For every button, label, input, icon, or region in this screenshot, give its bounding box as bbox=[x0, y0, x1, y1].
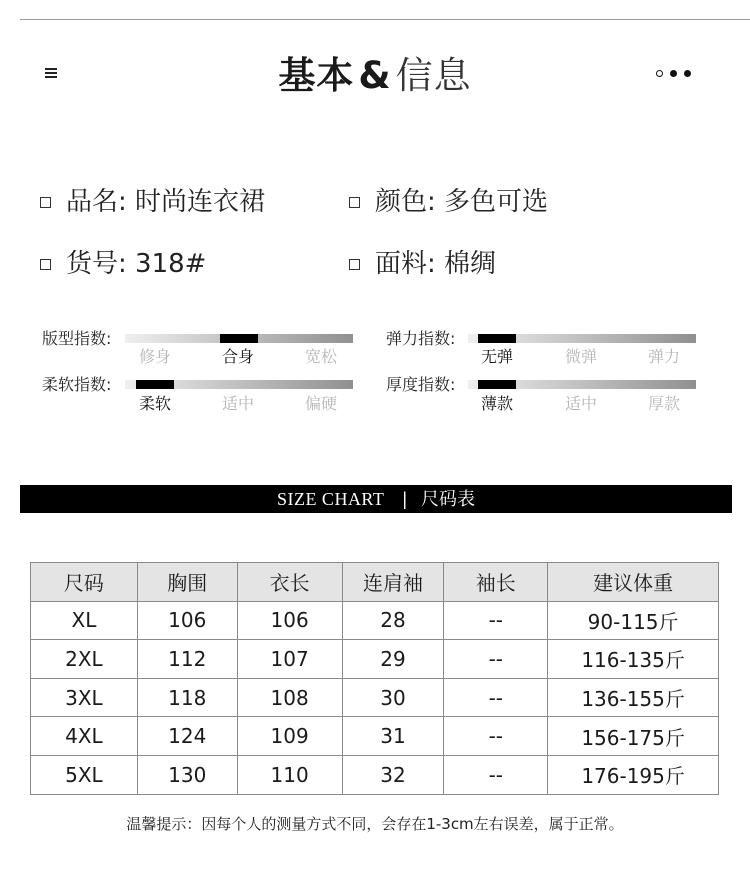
checkbox-square-icon bbox=[349, 197, 360, 208]
table-cell: 118 bbox=[137, 678, 237, 717]
info-sku-label: 货号: bbox=[66, 249, 127, 279]
table-cell: 4XL bbox=[31, 717, 138, 756]
table-cell: 29 bbox=[342, 640, 444, 679]
title-ampersand: & bbox=[358, 54, 392, 97]
top-divider bbox=[20, 19, 750, 20]
table-cell: 107 bbox=[237, 640, 342, 679]
table-cell: 3XL bbox=[31, 678, 138, 717]
table-cell: 2XL bbox=[31, 640, 138, 679]
checkbox-square-icon bbox=[40, 259, 51, 270]
table-cell: 176-195斤 bbox=[548, 755, 719, 794]
page-title bbox=[0, 53, 750, 99]
table-row bbox=[31, 601, 719, 640]
size-chart-title-en: SIZE CHART bbox=[276, 489, 385, 509]
scale-thickness-option: 厚款 bbox=[648, 394, 681, 413]
scale-fit-option-selected: 合身 bbox=[222, 347, 255, 366]
checkbox-square-icon bbox=[349, 259, 360, 270]
title-light: 信息 bbox=[395, 54, 472, 97]
scale-thickness-option: 适中 bbox=[565, 394, 598, 413]
table-cell: -- bbox=[444, 717, 548, 756]
table-header-cell: 衣长 bbox=[237, 563, 342, 602]
table-cell: -- bbox=[444, 640, 548, 679]
info-color-value: 多色可选 bbox=[444, 187, 549, 217]
scale-fit-marker bbox=[220, 334, 258, 343]
table-header-cell: 袖长 bbox=[444, 563, 548, 602]
scale-stretch-label: 弹力指数: bbox=[386, 329, 456, 348]
table-cell: 90-115斤 bbox=[548, 601, 719, 640]
scale-softness-marker bbox=[136, 380, 174, 389]
scale-softness-option: 偏硬 bbox=[305, 394, 338, 413]
checkbox-square-icon bbox=[40, 197, 51, 208]
title-bold: 基本 bbox=[278, 54, 355, 97]
table-cell: -- bbox=[444, 678, 548, 717]
size-chart-separator: | bbox=[402, 489, 408, 509]
table-cell: 136-155斤 bbox=[548, 678, 719, 717]
table-cell: -- bbox=[444, 755, 548, 794]
scale-fit-option: 修身 bbox=[139, 347, 172, 366]
scale-stretch-bar bbox=[468, 334, 696, 343]
table-cell: 106 bbox=[137, 601, 237, 640]
table-cell: 124 bbox=[137, 717, 237, 756]
table-cell: XL bbox=[31, 601, 138, 640]
scale-softness-option: 适中 bbox=[222, 394, 255, 413]
table-cell: 108 bbox=[237, 678, 342, 717]
table-cell: 130 bbox=[137, 755, 237, 794]
scale-softness-label: 柔软指数: bbox=[42, 375, 112, 394]
info-fabric-label: 面料: bbox=[375, 249, 436, 279]
size-chart-title-cn: 尺码表 bbox=[421, 489, 476, 510]
info-sku-value: 318# bbox=[135, 249, 207, 279]
table-cell: -- bbox=[444, 601, 548, 640]
size-chart-banner bbox=[20, 485, 732, 513]
table-cell: 28 bbox=[342, 601, 444, 640]
scale-softness-option-selected: 柔软 bbox=[139, 394, 172, 413]
scale-fit-label: 版型指数: bbox=[42, 329, 112, 348]
scale-fit-option: 宽松 bbox=[305, 347, 338, 366]
scale-thickness-bar bbox=[468, 380, 696, 389]
table-row bbox=[31, 755, 719, 794]
scale-softness-bar bbox=[125, 380, 353, 389]
scale-thickness-label: 厚度指数: bbox=[386, 375, 456, 394]
scale-stretch-option: 弹力 bbox=[648, 347, 681, 366]
measurement-tip: 温馨提示：因每个人的测量方式不同，会存在1-3cm左右误差，属于正常。 bbox=[126, 815, 624, 833]
table-header-cell: 尺码 bbox=[31, 563, 138, 602]
table-row bbox=[31, 640, 719, 679]
scale-stretch-option-selected: 无弹 bbox=[481, 347, 514, 366]
table-row bbox=[31, 717, 719, 756]
table-header-cell: 胸围 bbox=[137, 563, 237, 602]
table-cell: 106 bbox=[237, 601, 342, 640]
table-cell: 110 bbox=[237, 755, 342, 794]
table-cell: 116-135斤 bbox=[548, 640, 719, 679]
scale-thickness-option-selected: 薄款 bbox=[481, 394, 514, 413]
scale-fit-bar bbox=[125, 334, 353, 343]
table-row bbox=[31, 678, 719, 717]
table-header-row bbox=[31, 563, 719, 602]
info-color bbox=[349, 186, 548, 218]
table-cell: 32 bbox=[342, 755, 444, 794]
table-cell: 30 bbox=[342, 678, 444, 717]
info-color-label: 颜色: bbox=[375, 187, 436, 217]
pagination-dots-icon bbox=[656, 70, 691, 77]
table-cell: 5XL bbox=[31, 755, 138, 794]
info-name-label: 品名: bbox=[66, 187, 127, 217]
table-cell: 109 bbox=[237, 717, 342, 756]
scale-stretch-option: 微弹 bbox=[565, 347, 598, 366]
info-sku bbox=[40, 248, 206, 280]
table-header-cell: 建议体重 bbox=[548, 563, 719, 602]
info-name bbox=[40, 186, 265, 218]
info-name-value: 时尚连衣裙 bbox=[135, 187, 266, 217]
scale-stretch-marker bbox=[478, 334, 516, 343]
table-cell: 31 bbox=[342, 717, 444, 756]
table-cell: 156-175斤 bbox=[548, 717, 719, 756]
scale-thickness-marker bbox=[478, 380, 516, 389]
info-fabric-value: 棉绸 bbox=[444, 249, 497, 279]
table-cell: 112 bbox=[137, 640, 237, 679]
info-fabric bbox=[349, 248, 496, 280]
size-table bbox=[30, 562, 719, 795]
table-header-cell: 连肩袖 bbox=[342, 563, 444, 602]
